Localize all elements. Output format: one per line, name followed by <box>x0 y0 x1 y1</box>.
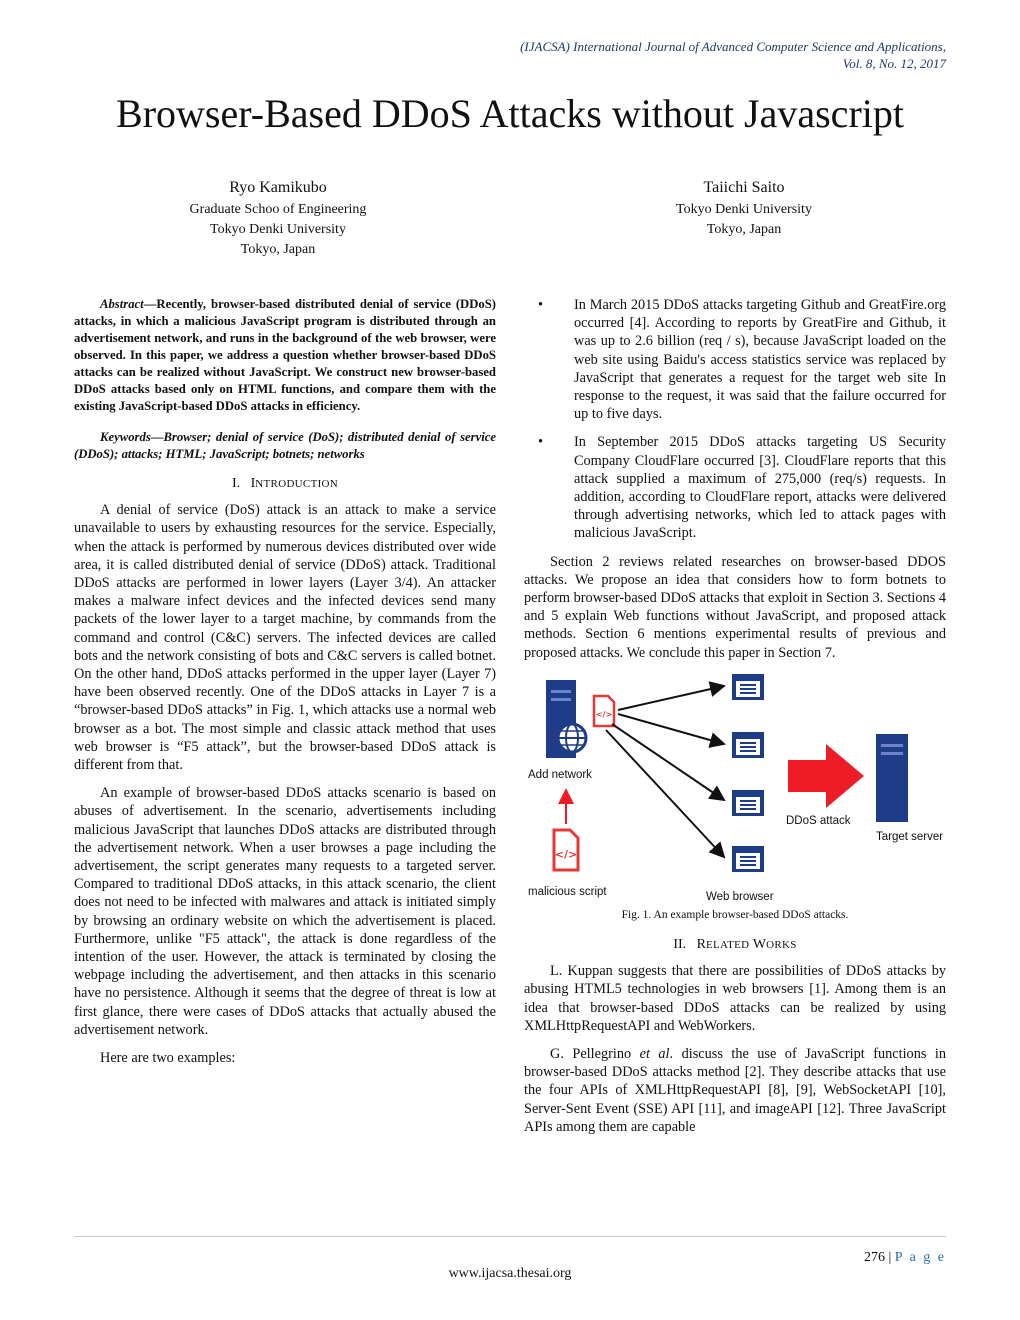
author-affiliation: Tokyo, Japan <box>240 242 316 257</box>
ddos-diagram <box>524 672 946 902</box>
add-network-label: Add network <box>528 768 592 781</box>
section-heading-related-works: II. RELATED WORKS <box>673 937 797 953</box>
abstract-label: Abstract <box>100 297 144 311</box>
author-name: Taiichi Saito <box>703 179 785 196</box>
list-item: • In March 2015 DDoS attacks targeting Github and GreatFire.org occurred [4]. According to reports by GreatFire and Github, it was up to 2.6 billion (req / s), because JavaScript loaded on the web site using Baidu's access statistics service was replaced by JavaScript that generates a request for the target web site In response to the request, it was said that the failure occurred for up to five days. <box>538 297 946 423</box>
author-affiliation: Tokyo Denki University <box>676 202 812 217</box>
malicious-script-icon <box>554 830 578 870</box>
keywords-text: Browser; denial of service (DoS); distributed denial of service (DDoS); attacks; HTML; JavaScript; botnets; networks <box>74 430 496 461</box>
svg-text:</>: </> <box>554 847 578 861</box>
abstract-text: Recently, browser-based distributed denial of service (DDoS) attacks, in which a malicious JavaScript program is distributed through an advertisement network, and runs in the background of the web browser, were observed. In this paper, we address a question whether browser-based DDoS attacks can be realized without JavaScript. We construct new browser-based DDoS attacks based only on HTML functions, and compare them with the existing JavaScript-based DDoS attacks in efficiency. <box>74 297 496 413</box>
journal-name: (IJACSA) International Journal of Advanced Computer Science and Applications, <box>520 39 946 54</box>
paragraph: G. Pellegrino et al. discuss the use of JavaScript functions in browser-based DDoS attacks method [2]. They describe attacks that use the four APIs of XMLHttpRequestAPI [8], [9], WebSocketAPI [10], Server-Sent Event (SSE) API [11], and imageAPI [12]. Three JavaScript APIs among them are capable <box>524 1046 947 1135</box>
footer-divider <box>74 1236 946 1237</box>
svg-text:</>: </> <box>595 709 613 719</box>
figure-1 <box>524 672 946 902</box>
author-block-2 <box>584 176 904 240</box>
paragraph: Here are two examples: <box>100 1050 236 1067</box>
target-server-icon <box>876 734 908 822</box>
keywords: Keywords—Browser; denial of service (DoS); distributed denial of service (DDoS); attacks; HTML; JavaScript; botnets; networks <box>74 430 496 461</box>
target-server-label: Target server <box>876 830 944 843</box>
list-item: • In September 2015 DDoS attacks targeting US Security Company CloudFlare occurred [3]. CloudFlare reports that this attack supplied a maximum of 275,000 (req/s) requests. In addition, according to CloudFlare report, attacks were delivered through advertising networks, which led to attack pages with malicious JavaScript. <box>538 434 946 542</box>
author-name: Ryo Kamikubo <box>229 179 327 196</box>
malicious-script-label: malicious script <box>528 885 607 898</box>
web-browser-icon <box>732 846 764 872</box>
figure-caption: Fig. 1. An example browser-based DDoS attacks. <box>621 908 849 921</box>
ddos-attack-label: DDoS attack <box>786 814 851 827</box>
script-document-icon <box>594 696 614 726</box>
paper-title: Browser-Based DDoS Attacks without Javascript <box>116 91 904 136</box>
globe-icon <box>558 724 586 752</box>
section-heading-introduction: I. INTRODUCTION <box>231 476 339 491</box>
paragraph: A denial of service (DoS) attack is an attack to make a service unavailable to users by exhausting resources for the service. Especially, when the attack is performed by numerous devices distributed over wide area, it is called distributed denial of service (DDoS) attack. Traditional DDoS attacks are performed in lower layers (Layer 3/4). An attacker makes a malware infect devices and the infected devices send many packets of the lower layer to a target machine, by commands from the command and control (C&C) servers. The infected devices are called bots and the network consisting of bots and C&C servers is called botnet. On the other hand, DDoS attacks performed in the upper layer (Layer 7) have been observed recently. One of the DDoS attacks in Layer 7 is a “browser-based DDoS attacks” in Fig. 1, which attacks use a normal web browser as a bot. The most simple and classic attack method that uses web browser is “F5 attack”, but the browser-based DDoS attack is different from that. <box>74 502 496 774</box>
web-browser-icon <box>732 674 764 700</box>
ddos-attack-arrow <box>788 744 864 808</box>
web-browser-icon <box>732 732 764 758</box>
journal-volume: Vol. 8, No. 12, 2017 <box>842 56 946 71</box>
right-column <box>524 296 946 1146</box>
author-affiliation: Graduate Schoo of Engineering <box>189 202 367 217</box>
examples-list <box>524 296 946 543</box>
paragraph: L. Kuppan suggests that there are possibilities of DDoS attacks by abusing HTML5 technologies in web browsers [1]. Among them is an idea that browser-based DDoS attacks can be realized by using XMLHttpRequestAPI and WebWorkers. <box>524 963 946 1034</box>
paragraph: An example of browser-based DDoS attacks scenario is based on abuses of advertisement. In the scenario, advertisements including malicious JavaScript that launches DDoS attacks are distributed through the advertisement network. When a user browses a page including the advertisement, the script generates many requests to a targeted server. Compared to traditional DDoS attacks, in this attack scenario, the client does not need to be infected with malwares and attack is initiated simply by browsing an ordinary website on which the advertisement is placed. Furthermore, unlike "F5 attack", the attack is done regardless of the intention of the user. However, the attack is terminated by closing the webpage including the advertisement, and then attacks in this scenario have no persistence. Although it seems that the degree of threat is low at first glance, there were cases of DDoS attacks that actually abused the advertisement network. <box>74 785 496 1038</box>
author-block-1 <box>118 176 438 260</box>
journal-header <box>326 38 946 72</box>
abstract: Abstract—Recently, browser-based distributed denial of service (DDoS) attacks, in which a malicious JavaScript program is distributed through an advertisement network, and runs in the background of the web browser, were observed. In this paper, we address a question whether browser-based DDoS attacks can be realized without JavaScript. We construct new browser-based DDoS attacks based only on HTML functions, and compare them with the existing JavaScript-based DDoS attacks in efficiency. <box>74 297 496 413</box>
web-browser-icon <box>732 790 764 816</box>
author-affiliation: Tokyo, Japan <box>706 222 782 237</box>
paragraph: Section 2 reviews related researches on browser-based DDOS attacks. We propose an idea that considers how to form botnets to perform browser-based DDoS attacks that exploit in Section 3. Sections 4 and 5 explain Web functions without JavaScript, and proposed attack methods. Section 6 mentions experimental results of previous and proposed attacks. We conclude this paper in Section 7. <box>524 553 946 661</box>
web-browser-label: Web browser <box>706 890 774 902</box>
journal-website: www.ijacsa.thesai.org <box>448 1266 572 1281</box>
author-affiliation: Tokyo Denki University <box>210 222 346 237</box>
left-column <box>74 296 496 1077</box>
keywords-label: Keywords <box>100 430 151 444</box>
page-number: 276 | P a g e <box>863 1250 946 1265</box>
bullet-icon: • <box>538 434 544 451</box>
bullet-icon: • <box>538 297 544 313</box>
